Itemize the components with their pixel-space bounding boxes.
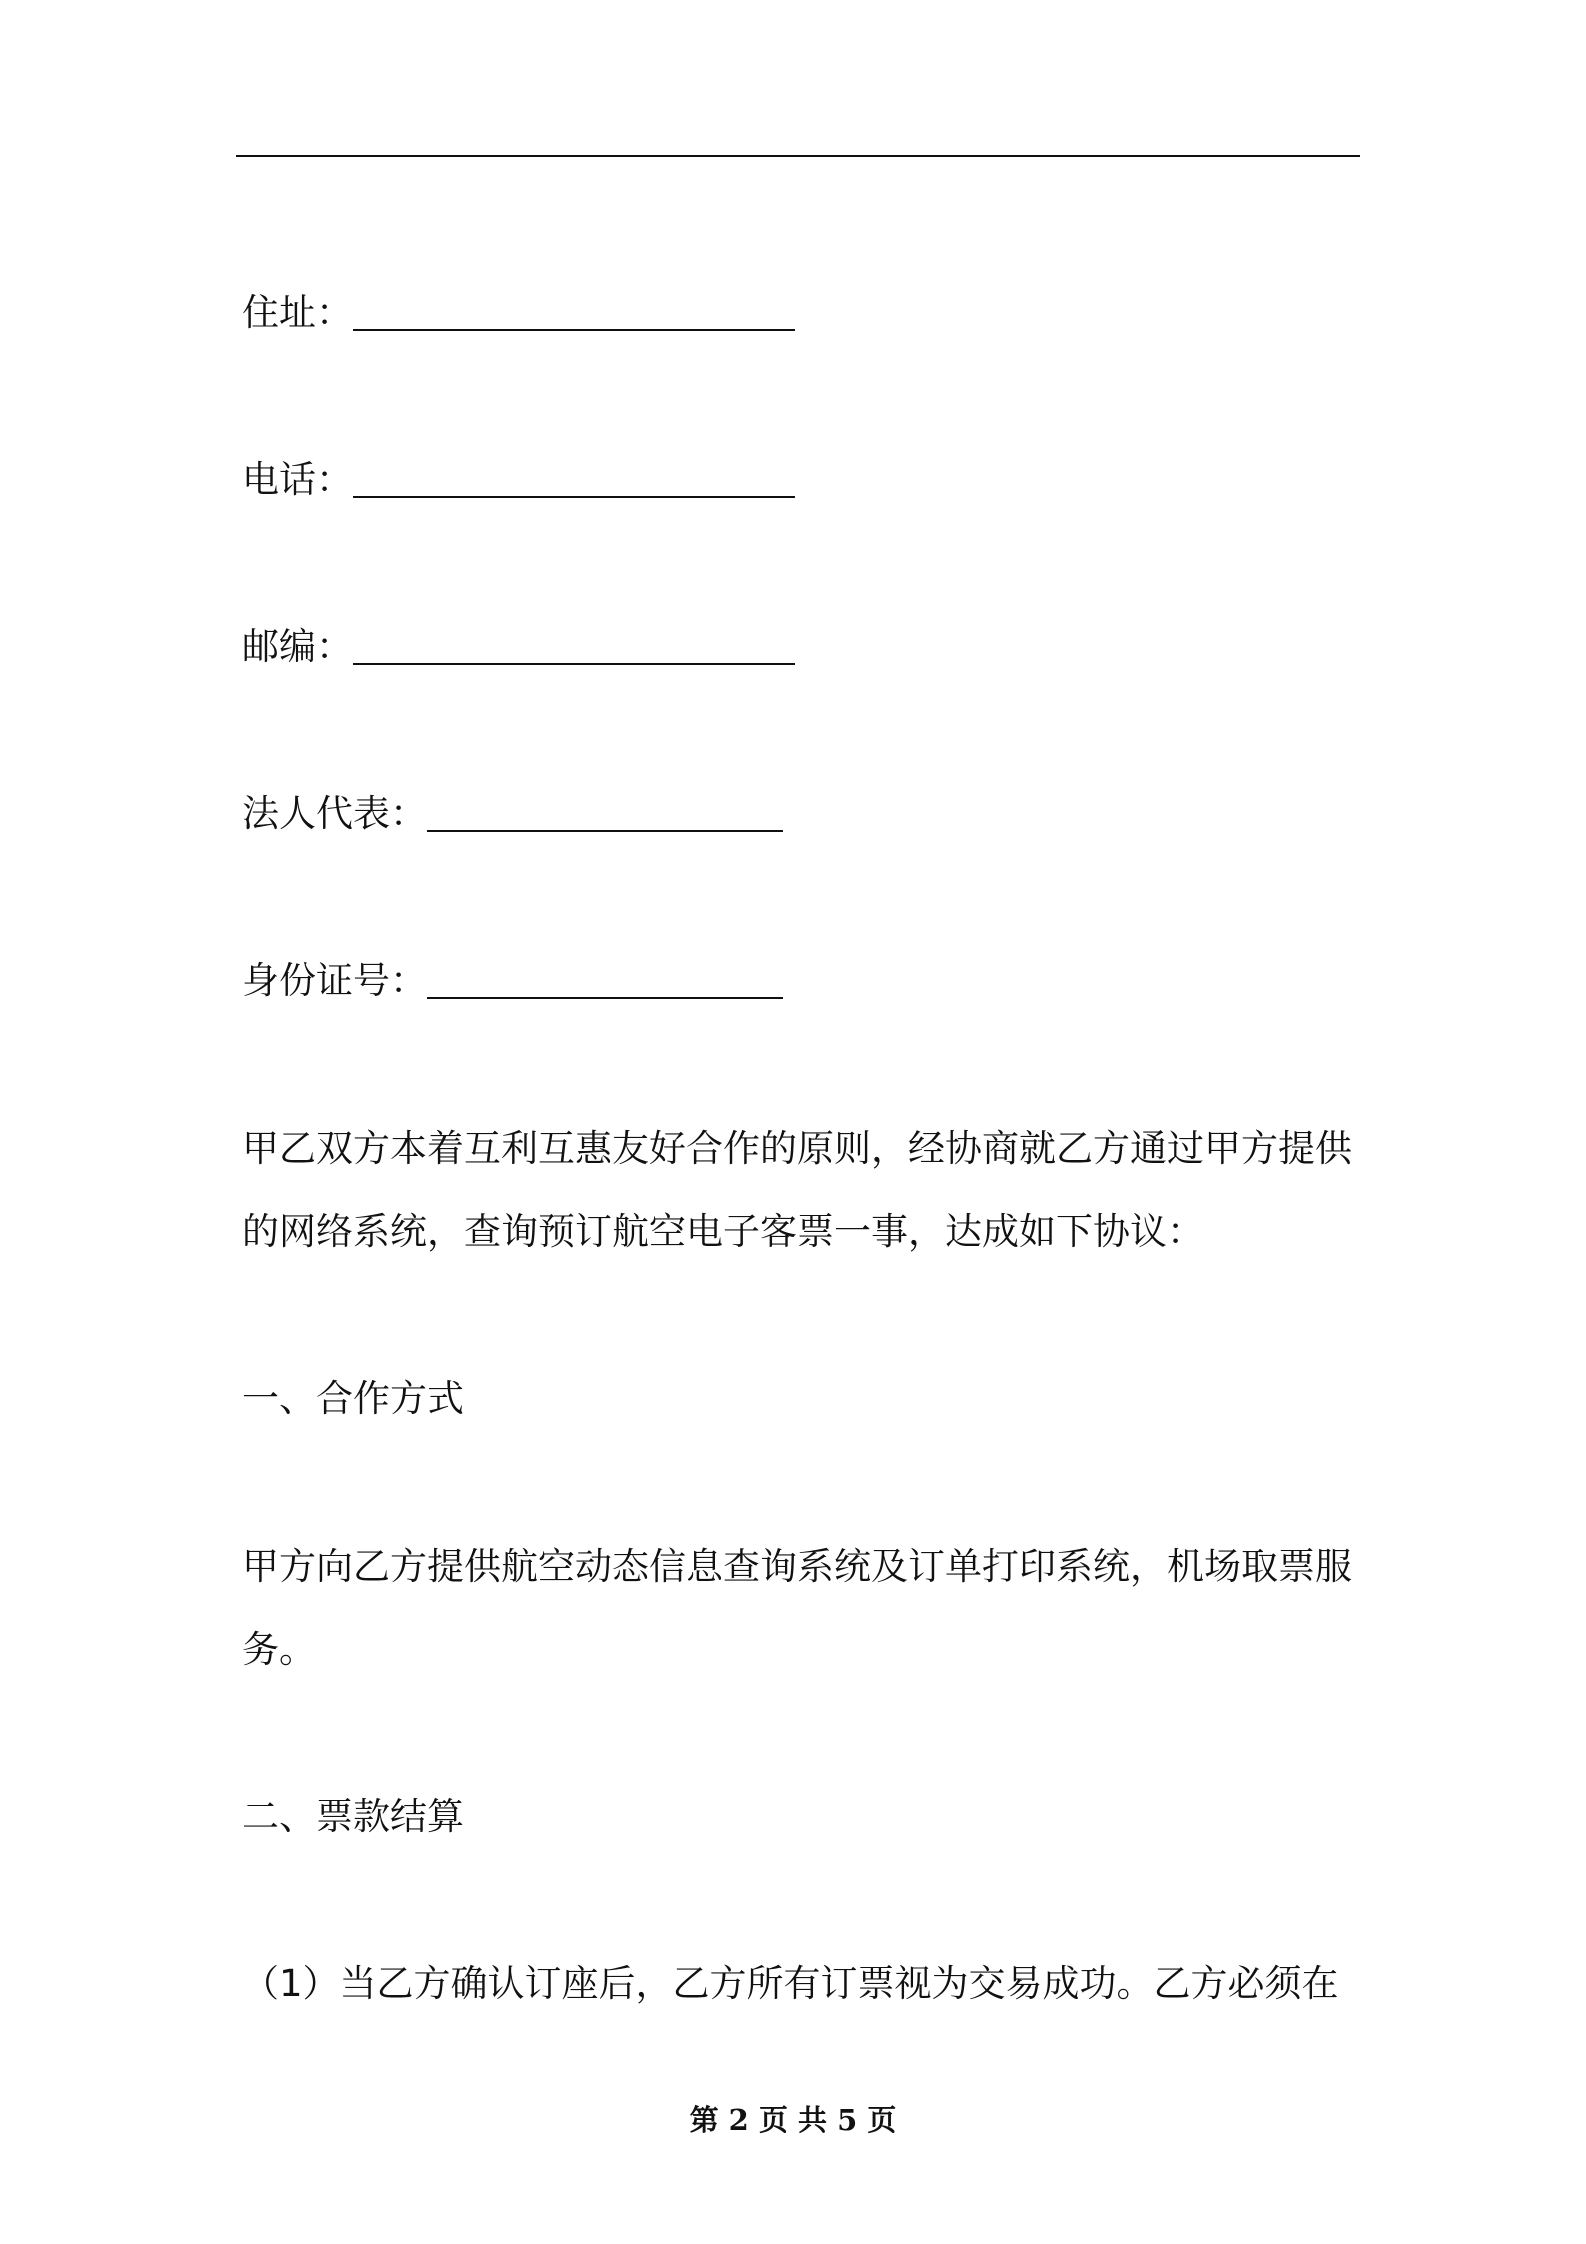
- section-2-line-1: （1）当乙方确认订座后，乙方所有订票视为交易成功。乙方必须在: [242, 1962, 1339, 2005]
- field-address-blank: [353, 295, 795, 331]
- field-address-label: 住址：: [242, 291, 353, 334]
- section-2-heading: 二、票款结算: [242, 1795, 464, 1838]
- intro-line-1: 甲乙双方本着互利互惠友好合作的原则，经协商就乙方通过甲方提供: [242, 1127, 1352, 1170]
- field-postcode-label: 邮编：: [242, 625, 353, 668]
- field-phone-label: 电话：: [242, 458, 353, 501]
- field-address: [242, 288, 795, 338]
- section-1-line-1: 甲方向乙方提供航空动态信息查询系统及订单打印系统，机场取票服: [242, 1545, 1352, 1588]
- field-phone-blank: [353, 462, 795, 498]
- field-id-number: [242, 956, 783, 1006]
- field-postcode-blank: [353, 629, 795, 665]
- field-phone: [242, 455, 795, 505]
- field-legal-rep-blank: [427, 796, 783, 832]
- field-id-number-blank: [427, 963, 783, 999]
- section-1-heading: 一、合作方式: [242, 1377, 464, 1420]
- field-legal-rep: [242, 789, 783, 839]
- field-legal-rep-label: 法人代表：: [242, 792, 427, 835]
- section-1-line-2: 务。: [242, 1628, 316, 1671]
- field-id-number-label: 身份证号：: [242, 959, 427, 1002]
- intro-line-2: 的网络系统，查询预订航空电子客票一事，达成如下协议：: [242, 1210, 1204, 1253]
- page-footer: 第 2 页 共 5 页: [689, 2103, 897, 2137]
- header-rule: [236, 155, 1360, 157]
- field-postcode: [242, 622, 795, 672]
